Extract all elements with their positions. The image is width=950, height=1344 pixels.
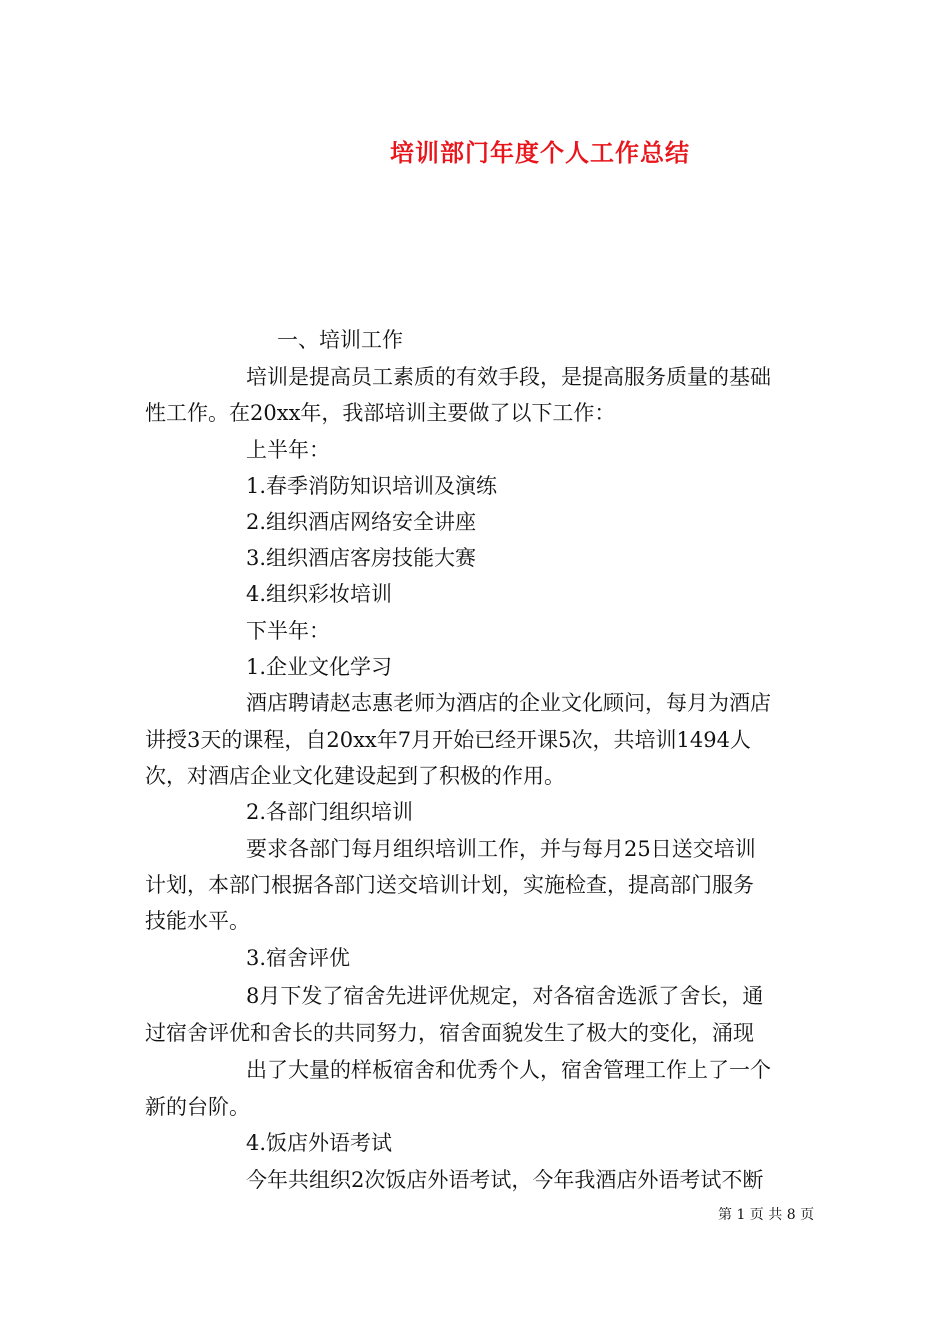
subheading-second-half: 下半年： <box>246 619 330 643</box>
list-item: 1.春季消防知识培训及演练 <box>246 474 498 498</box>
paragraph-line: 新的台阶。 <box>145 1095 250 1119</box>
section-heading: 一、培训工作 <box>277 328 403 352</box>
paragraph-line: 性工作。在20xx年，我部培训主要做了以下工作： <box>145 401 616 425</box>
paragraph-line: 出了大量的样板宿舍和优秀个人，宿舍管理工作上了一个 <box>246 1058 771 1082</box>
subheading-first-half: 上半年： <box>246 438 330 462</box>
paragraph-line: 讲授3天的课程，自20xx年7月开始已经开课5次，共培训1494人 <box>145 728 751 752</box>
paragraph-line: 过宿舍评优和舍长的共同努力，宿舍面貌发生了极大的变化，涌现 <box>145 1021 754 1045</box>
paragraph-line: 计划，本部门根据各部门送交培训计划，实施检查，提高部门服务 <box>145 873 754 897</box>
list-item: 4.饭店外语考试 <box>246 1131 393 1155</box>
list-item: 3.宿舍评优 <box>246 946 351 970</box>
list-item: 4.组织彩妆培训 <box>246 582 393 606</box>
paragraph-line: 8月下发了宿舍先进评优规定，对各宿舍选派了舍长，通 <box>246 984 764 1008</box>
list-item: 1.企业文化学习 <box>246 655 393 679</box>
paragraph-line: 次，对酒店企业文化建设起到了积极的作用。 <box>145 764 565 788</box>
paragraph-line: 今年共组织2次饭店外语考试，今年我酒店外语考试不断 <box>246 1168 764 1192</box>
paragraph-line: 酒店聘请赵志惠老师为酒店的企业文化顾问，每月为酒店 <box>246 691 771 715</box>
page-number-footer: 第 1 页 共 8 页 <box>718 1207 815 1223</box>
paragraph-line: 技能水平。 <box>145 909 250 933</box>
list-item: 3.组织酒店客房技能大赛 <box>246 546 477 570</box>
document-title: 培训部门年度个人工作总结 <box>390 138 690 167</box>
list-item: 2.各部门组织培训 <box>246 800 414 824</box>
list-item: 2.组织酒店网络安全讲座 <box>246 510 477 534</box>
paragraph-line: 要求各部门每月组织培训工作，并与每月25日送交培训 <box>246 837 756 861</box>
paragraph-line: 培训是提高员工素质的有效手段，是提高服务质量的基础 <box>246 365 771 389</box>
